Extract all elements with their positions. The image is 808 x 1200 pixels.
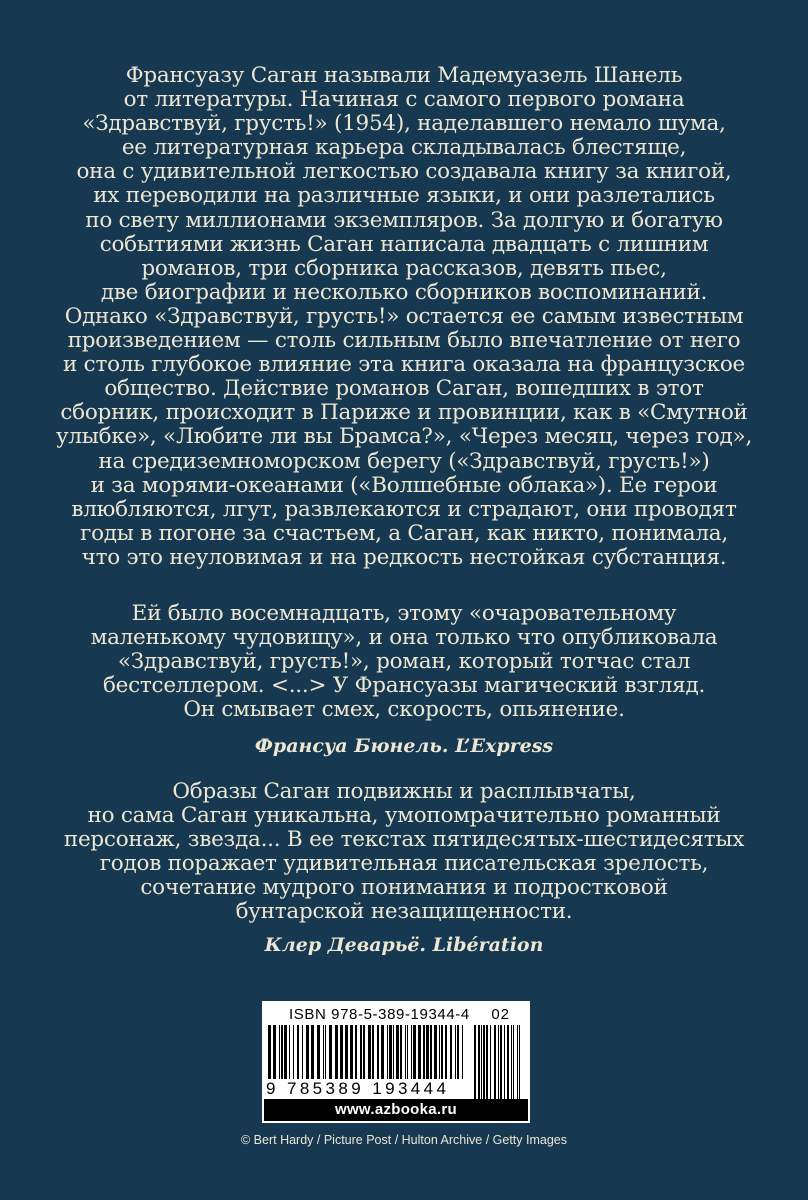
blurb-line: от литературы. Начиная с самого первого романа xyxy=(123,87,685,113)
barcode-bar xyxy=(441,1025,443,1079)
barcode-bar xyxy=(423,1025,425,1079)
barcode-addon-bar xyxy=(519,1025,520,1101)
blurb-line: романов, три сборника рассказов, девять пьес, xyxy=(141,255,667,281)
blurb-line: Однако «Здравствуй, грусть!» остается ее самым известным xyxy=(64,303,744,329)
barcode-bar xyxy=(329,1025,332,1079)
barcode-bar xyxy=(413,1025,416,1079)
barcode-bar xyxy=(400,1025,402,1079)
quote-attribution-text: Франсуа Бюнель. L’Express xyxy=(254,735,554,757)
quote-line: годов поражает удивительная писательская зрелость, xyxy=(99,851,709,877)
barcode-bar xyxy=(335,1025,338,1079)
barcode-bar xyxy=(302,1025,303,1079)
barcode-bar xyxy=(377,1025,379,1079)
quote-line: сочетание мудрого понимания и подростковой xyxy=(140,875,668,901)
barcode-bar xyxy=(439,1025,440,1079)
blurb-line: две биографии и несколько сборников воспоминаний. xyxy=(100,279,708,305)
barcode-bar xyxy=(350,1025,353,1079)
blurb-line: на средиземноморском берегу («Здравствуй, грусть!») xyxy=(98,448,710,474)
barcode-addon-bar xyxy=(474,1025,476,1101)
barcode-bar xyxy=(396,1025,399,1079)
barcode-bar xyxy=(289,1025,290,1079)
blurb-line: произведением — столь сильным было впечатление от него xyxy=(67,328,741,354)
quote-line: но сама Саган уникальна, умопомрачительно романный xyxy=(87,803,721,829)
barcode-addon-bar xyxy=(517,1025,518,1101)
blurb-line: по свету миллионами экземпляров. За долгую и богатую xyxy=(85,207,723,233)
barcode-bar xyxy=(368,1025,371,1079)
photo-credits: © Bert Hardy / Picture Post / Hulton Archive / Getty Images xyxy=(240,1133,567,1147)
barcode-addon-bar xyxy=(494,1025,496,1101)
barcode-bar xyxy=(306,1025,309,1079)
barcode-bar xyxy=(405,1025,406,1079)
barcode-addon-bar xyxy=(511,1025,512,1101)
barcode-bar xyxy=(284,1025,287,1079)
blurb-line: улыбке», «Любите ли вы Брамса?», «Через месяц, через год», xyxy=(55,424,753,450)
barcode-bar xyxy=(317,1025,320,1079)
press-quote-2 xyxy=(0,780,808,925)
quote-line: Ей было восемнадцать, этому «очаровательному xyxy=(131,601,677,626)
barcode-addon-bar xyxy=(486,1025,488,1101)
barcode-bar xyxy=(450,1025,452,1079)
quote-line: маленькому чудовищу», и она только что опубликовала xyxy=(90,625,718,651)
quote-1-attribution xyxy=(0,735,808,757)
barcode-bar xyxy=(345,1025,348,1079)
blurb-line: их переводили на различные языки, и они разлетались xyxy=(93,183,715,209)
blurb-line: сборник, происходит в Париже и провинции, как в «Смутной xyxy=(60,400,748,426)
quote-line: персонаж, звезда... В ее текстах пятидесятых-шестидесятых xyxy=(63,827,745,853)
isbn-label: ISBN 978-5-389-19344-4 xyxy=(289,1006,470,1023)
quote-line: бестселлером. <...> У Франсуазы магический взгляд. xyxy=(102,673,706,699)
quote-2-attribution xyxy=(0,934,808,956)
barcode-addon-bar xyxy=(481,1025,482,1101)
blurb-line: ее литературная карьера складывалась блестяще, xyxy=(121,135,687,161)
blurb-line: влюбляются, лгут, развлекаются и страдают, они проводят xyxy=(71,496,737,522)
blurb-line: и за морями-океанами («Волшебные облака»). Ее герои xyxy=(90,472,718,498)
quote-line: бунтарской незащищенности. xyxy=(235,899,573,925)
blurb-line: событиями жизнь Саган написала двадцать с лишним xyxy=(99,231,709,257)
barcode-bar xyxy=(273,1025,276,1079)
publisher-website: www.azbooka.ru xyxy=(264,1099,528,1121)
barcode-addon-bar xyxy=(490,1025,491,1101)
blurb-line: и столь глубокое влияние эта книга оказала на французское xyxy=(63,352,745,378)
barcode-bar xyxy=(372,1025,374,1079)
quote-line: «Здравствуй, грусть!», роман, который тотчас стал xyxy=(117,649,691,675)
barcode-bar xyxy=(411,1025,412,1079)
blurb-line: она с удивительной легкостью создавала книгу за книгой, xyxy=(76,159,732,185)
blurb-line: общество. Действие романов Саган, вошедших в этот xyxy=(104,376,704,402)
barcode-bar xyxy=(311,1025,314,1079)
barcode-bar xyxy=(340,1025,343,1079)
barcode-bar xyxy=(293,1025,294,1079)
barcode-bar xyxy=(281,1025,283,1079)
barcode-bar xyxy=(360,1025,362,1079)
barcode-bar xyxy=(445,1025,447,1079)
press-quote-1 xyxy=(0,602,808,722)
blurb-line: что это неуловимая и на редкость нестойкая субстанция. xyxy=(81,544,727,570)
quote-line: Он смывает смех, скорость, опьянение. xyxy=(183,697,625,723)
barcode-digits: 9 785389 193444 xyxy=(266,1079,466,1099)
barcode-bar xyxy=(393,1025,394,1079)
blurb-line: годы в погоне за счастьем, а Саган, как никто, понимала, xyxy=(80,520,728,546)
barcode-bar xyxy=(355,1025,357,1079)
barcode-bar xyxy=(389,1025,392,1079)
isbn-barcode xyxy=(262,1001,530,1123)
blurb-text xyxy=(0,64,808,570)
barcode-bar xyxy=(297,1025,299,1079)
barcode-bar xyxy=(325,1025,326,1079)
barcode-bar xyxy=(434,1025,437,1079)
barcode-bar xyxy=(279,1025,280,1079)
barcode-bar xyxy=(323,1025,324,1079)
barcode-bar xyxy=(407,1025,408,1079)
barcode-addon-bar xyxy=(478,1025,480,1101)
barcode-addon-bar xyxy=(513,1025,514,1101)
barcode-bar xyxy=(426,1025,429,1079)
barcode-addon-bar xyxy=(507,1025,509,1101)
barcode-addon-bar xyxy=(504,1025,505,1101)
barcode-bar xyxy=(457,1025,459,1079)
quote-line: Образы Саган подвижны и расплывчаты, xyxy=(172,779,636,804)
blurb-line: Франсуазу Саган называли Мадемуазель Шанель xyxy=(125,63,683,88)
isbn-addon-code: 02 xyxy=(491,1006,510,1023)
barcode-bar xyxy=(430,1025,432,1079)
barcode-bar xyxy=(381,1025,384,1079)
barcode-bar xyxy=(387,1025,388,1079)
barcode-addon-bar xyxy=(483,1025,485,1101)
barcode-bar xyxy=(418,1025,421,1079)
quote-attribution-text: Клер Деварьё. Libération xyxy=(264,934,544,956)
blurb-line: «Здравствуй, грусть!» (1954), наделавшего немало шума, xyxy=(82,111,726,137)
barcode-addon-bar xyxy=(500,1025,502,1101)
barcode-bar xyxy=(455,1025,456,1079)
barcode-addon-bar xyxy=(498,1025,499,1101)
